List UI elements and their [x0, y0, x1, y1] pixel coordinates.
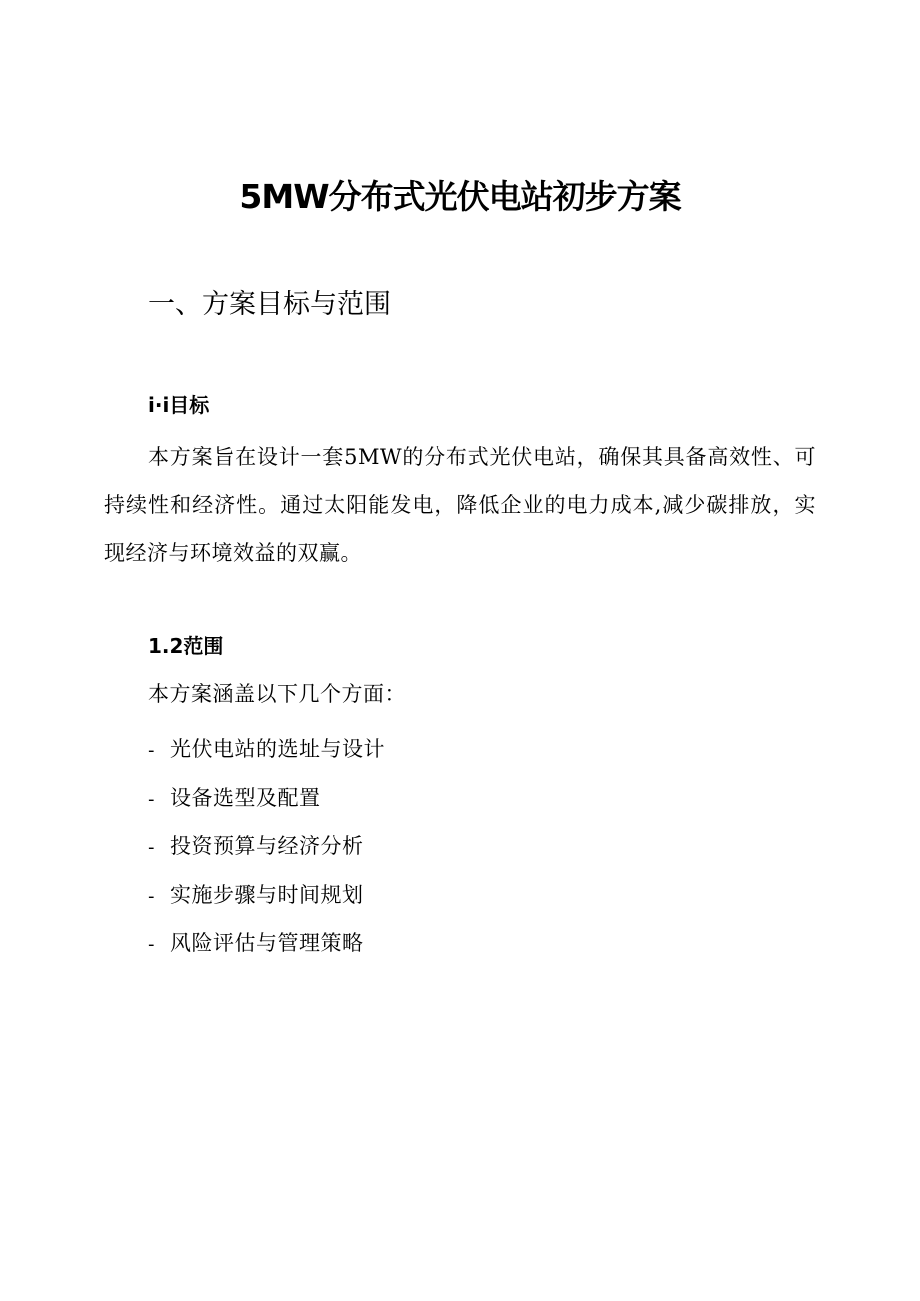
list-item: [148, 919, 385, 968]
list-item-text: 投资预算与经济分析: [170, 834, 364, 859]
list-item: [148, 725, 385, 774]
dash-bullet: -: [148, 934, 155, 956]
subsection-heading-scope: 1.2范围: [148, 634, 224, 658]
list-item-text: 光伏电站的选址与设计: [170, 737, 385, 761]
section-heading-goals-scope: 一、方案目标与范围: [148, 289, 391, 320]
dash-bullet: -: [148, 788, 155, 810]
list-item: [148, 774, 385, 823]
scope-intro: 本方案涵盖以下几个方面：: [148, 682, 406, 706]
scope-list: [148, 725, 385, 968]
list-item-text: 风险评估与管理策略: [170, 931, 364, 956]
list-item: [148, 871, 385, 920]
list-item-text: 实施步骤与时间规划: [170, 882, 364, 907]
list-item: [148, 822, 385, 871]
dash-bullet: -: [148, 885, 155, 907]
list-item-text: 设备选型及配置: [170, 785, 321, 810]
document-title: 5MW分布式光伏电站初步方案: [239, 177, 681, 216]
dash-bullet: -: [148, 740, 155, 761]
dash-bullet: -: [148, 837, 155, 859]
goal-paragraph: 本方案旨在设计一套5MW的分布式光伏电站，确保其具备高效性、可持续性和经济性。通过太阳能发电，降低企业的电力成本,减少碳排放，实现经济与环境效益的双赢。: [104, 445, 816, 565]
subsection-heading-goal: i·i目标: [148, 393, 210, 417]
